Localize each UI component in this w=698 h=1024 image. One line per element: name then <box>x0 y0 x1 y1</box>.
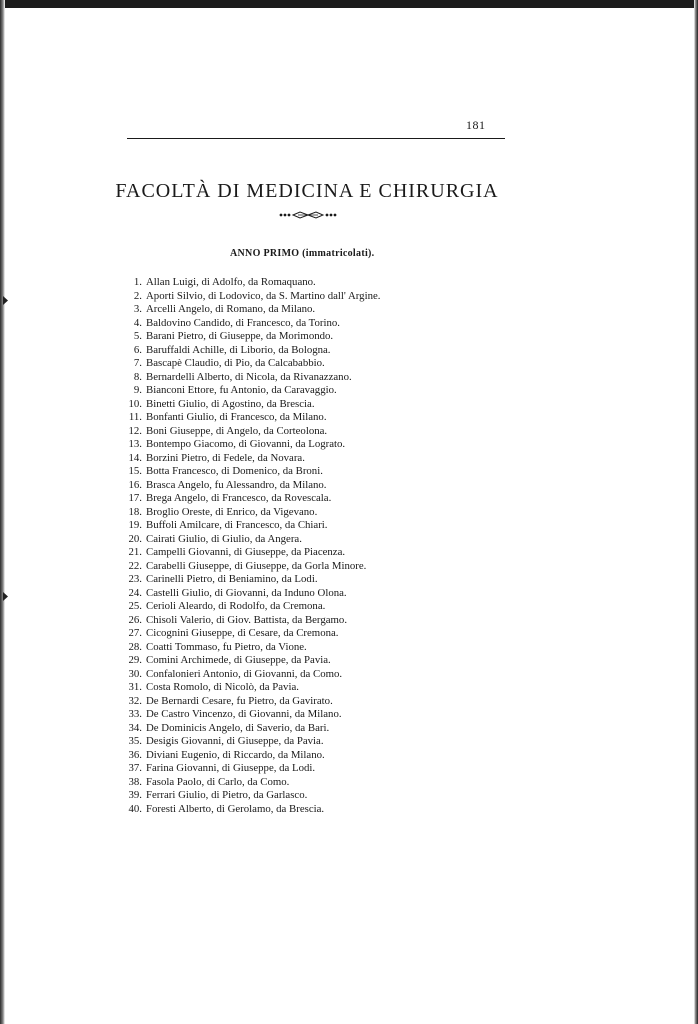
list-item-text: Broglio Oreste, di Enrico, da Vigevano. <box>146 505 318 518</box>
scan-right-edge <box>694 0 698 1024</box>
binding-mark-upper <box>3 296 8 305</box>
list-item <box>110 762 380 776</box>
list-item-number: 32. <box>128 694 142 707</box>
list-item-number: 28. <box>128 640 142 653</box>
list-item <box>110 708 380 722</box>
list-item <box>110 479 380 493</box>
list-item-number: 5. <box>133 330 142 342</box>
list-item-text: Confalonieri Antonio, di Giovanni, da Como. <box>146 667 343 680</box>
list-item-text: Bernardelli Alberto, di Nicola, da Rivanazzano. <box>146 370 352 383</box>
list-item-text: Castelli Giulio, di Giovanni, da Induno Olona. <box>146 586 347 599</box>
list-item-text: Buffoli Amilcare, di Francesco, da Chiari. <box>146 519 328 531</box>
list-item-text: Cerioli Aleardo, di Rodolfo, da Cremona. <box>146 600 326 612</box>
list-item <box>110 344 380 358</box>
list-item-text: Bonfanti Giulio, di Francesco, da Milano. <box>146 411 327 423</box>
list-item-text: Carabelli Giuseppe, di Giuseppe, da Gorla Minore. <box>146 559 367 572</box>
list-item <box>110 560 380 574</box>
header-rule <box>127 138 505 139</box>
list-item <box>110 735 380 749</box>
list-item-text: Cairati Giulio, di Giulio, da Angera. <box>146 532 302 545</box>
list-item-text: Campelli Giovanni, di Giuseppe, da Piacenza. <box>146 546 346 558</box>
list-item <box>110 276 380 290</box>
binding-mark-lower <box>3 592 8 601</box>
list-item-number: 33. <box>128 708 142 720</box>
list-item-number: 6. <box>133 343 142 356</box>
list-item <box>110 371 380 385</box>
list-item-number: 7. <box>133 357 142 369</box>
list-item-number: 26. <box>128 613 142 626</box>
list-item <box>110 600 380 614</box>
list-item <box>110 546 380 560</box>
list-item <box>110 290 380 304</box>
list-item-number: 13. <box>128 438 142 450</box>
list-item-text: De Castro Vincenzo, di Giovanni, da Milano. <box>146 708 342 720</box>
list-item-number: 4. <box>133 316 142 329</box>
list-item <box>110 803 380 817</box>
page-title-text: FACOLTÀ DI MEDICINA E CHIRURGIA <box>115 180 499 202</box>
list-item-number: 20. <box>128 532 142 545</box>
list-item-number: 17. <box>128 492 142 504</box>
list-item-text: Bascapè Claudio, di Pio, da Calcababbio. <box>146 357 325 369</box>
list-item <box>110 303 380 317</box>
list-item-number: 19. <box>128 519 142 531</box>
list-item <box>110 506 380 520</box>
list-item <box>110 789 380 803</box>
list-item <box>110 519 380 533</box>
list-item-number: 37. <box>128 762 142 774</box>
list-item-number: 3. <box>133 303 142 315</box>
scan-left-edge <box>0 0 5 1024</box>
list-item-text: Diviani Eugenio, di Riccardo, da Milano. <box>146 748 325 761</box>
list-item-text: Botta Francesco, di Domenico, da Broni. <box>146 465 323 477</box>
list-item-number: 29. <box>128 654 142 666</box>
list-item-text: Carinelli Pietro, di Beniamino, da Lodi. <box>146 573 318 585</box>
list-item-number: 38. <box>128 775 142 788</box>
list-item-text: Cicognini Giuseppe, di Cesare, da Cremona. <box>146 627 339 639</box>
list-item-text: Aporti Silvio, di Lodovico, da S. Martino dall' Argine. <box>146 289 381 302</box>
list-item-text: Bontempo Giacomo, di Giovanni, da Lograto. <box>146 438 346 450</box>
list-item-text: Brega Angelo, di Francesco, da Rovescala. <box>146 492 332 504</box>
page-number: 181 <box>466 118 486 132</box>
ornament-divider-icon <box>278 208 338 222</box>
list-item-text: De Dominicis Angelo, di Saverio, da Bari. <box>146 721 330 734</box>
list-item <box>110 722 380 736</box>
list-item <box>110 614 380 628</box>
list-item-number: 22. <box>128 559 142 572</box>
scan-top-edge <box>0 0 698 8</box>
list-item <box>110 533 380 547</box>
list-item-number: 2. <box>133 289 142 302</box>
page-title <box>0 180 698 203</box>
list-item-text: De Bernardi Cesare, fu Pietro, da Gavirato. <box>146 694 333 707</box>
list-item-number: 12. <box>128 424 142 437</box>
section-heading: ANNO PRIMO (immatricolati). <box>230 248 375 259</box>
list-item-text: Barani Pietro, di Giuseppe, da Morimondo. <box>146 330 334 342</box>
list-item <box>110 492 380 506</box>
list-item-text: Allan Luigi, di Adolfo, da Romaquano. <box>146 276 316 288</box>
list-item <box>110 425 380 439</box>
list-item <box>110 438 380 452</box>
list-item-number: 31. <box>128 681 142 693</box>
list-item <box>110 654 380 668</box>
list-item-text: Arcelli Angelo, di Romano, da Milano. <box>146 303 316 315</box>
list-item-number: 27. <box>128 627 142 639</box>
list-item-number: 15. <box>128 465 142 477</box>
list-item-number: 10. <box>128 397 142 410</box>
list-item-text: Borzini Pietro, di Fedele, da Novara. <box>146 451 305 464</box>
list-item-number: 11. <box>128 411 142 423</box>
list-item-number: 40. <box>128 802 142 815</box>
list-item-text: Binetti Giulio, di Agostino, da Brescia. <box>146 397 315 410</box>
list-item <box>110 330 380 344</box>
list-item-text: Chisoli Valerio, di Giov. Battista, da Bergamo. <box>146 613 348 626</box>
list-item-number: 34. <box>128 721 142 734</box>
list-item-number: 18. <box>128 505 142 518</box>
list-item <box>110 668 380 682</box>
list-item-text: Boni Giuseppe, di Angelo, da Corteolona. <box>146 424 328 437</box>
list-item-number: 25. <box>128 600 142 612</box>
list-item-number: 30. <box>128 667 142 680</box>
list-item <box>110 776 380 790</box>
list-item-text: Foresti Alberto, di Gerolamo, da Brescia. <box>146 802 325 815</box>
list-item-text: Brasca Angelo, fu Alessandro, da Milano. <box>146 478 327 491</box>
list-item-number: 24. <box>128 586 142 599</box>
list-item-text: Ferrari Giulio, di Pietro, da Garlasco. <box>146 789 308 801</box>
list-item-text: Baruffaldi Achille, di Liborio, da Bologna. <box>146 343 331 356</box>
list-item-number: 36. <box>128 748 142 761</box>
list-item-text: Costa Romolo, di Nicolò, da Pavia. <box>146 681 299 693</box>
list-item <box>110 357 380 371</box>
list-item <box>110 627 380 641</box>
list-item-text: Bianconi Ettore, fu Antonio, da Caravaggio. <box>146 384 337 396</box>
list-item <box>110 573 380 587</box>
list-item <box>110 749 380 763</box>
list-item <box>110 317 380 331</box>
list-item-number: 39. <box>128 789 142 801</box>
list-item <box>110 465 380 479</box>
list-item-text: Fasola Paolo, di Carlo, da Como. <box>146 775 290 788</box>
list-item-number: 21. <box>128 546 142 558</box>
student-list <box>110 276 380 816</box>
list-item-number: 35. <box>128 735 142 747</box>
list-item <box>110 411 380 425</box>
list-item <box>110 587 380 601</box>
list-item-number: 16. <box>128 478 142 491</box>
list-item <box>110 384 380 398</box>
list-item <box>110 452 380 466</box>
list-item <box>110 695 380 709</box>
list-item <box>110 681 380 695</box>
list-item-text: Desigis Giovanni, di Giuseppe, da Pavia. <box>146 735 324 747</box>
list-item-text: Coatti Tommaso, fu Pietro, da Vione. <box>146 640 307 653</box>
list-item-number: 23. <box>128 573 142 585</box>
list-item <box>110 398 380 412</box>
list-item-number: 1. <box>133 276 142 288</box>
list-item-text: Farina Giovanni, di Giuseppe, da Lodi. <box>146 762 316 774</box>
list-item-number: 14. <box>128 451 142 464</box>
list-item <box>110 641 380 655</box>
list-item-text: Baldovino Candido, di Francesco, da Torino. <box>146 316 340 329</box>
list-item-text: Comini Archimede, di Giuseppe, da Pavia. <box>146 654 331 666</box>
list-item-number: 9. <box>133 384 142 396</box>
list-item-number: 8. <box>133 370 142 383</box>
